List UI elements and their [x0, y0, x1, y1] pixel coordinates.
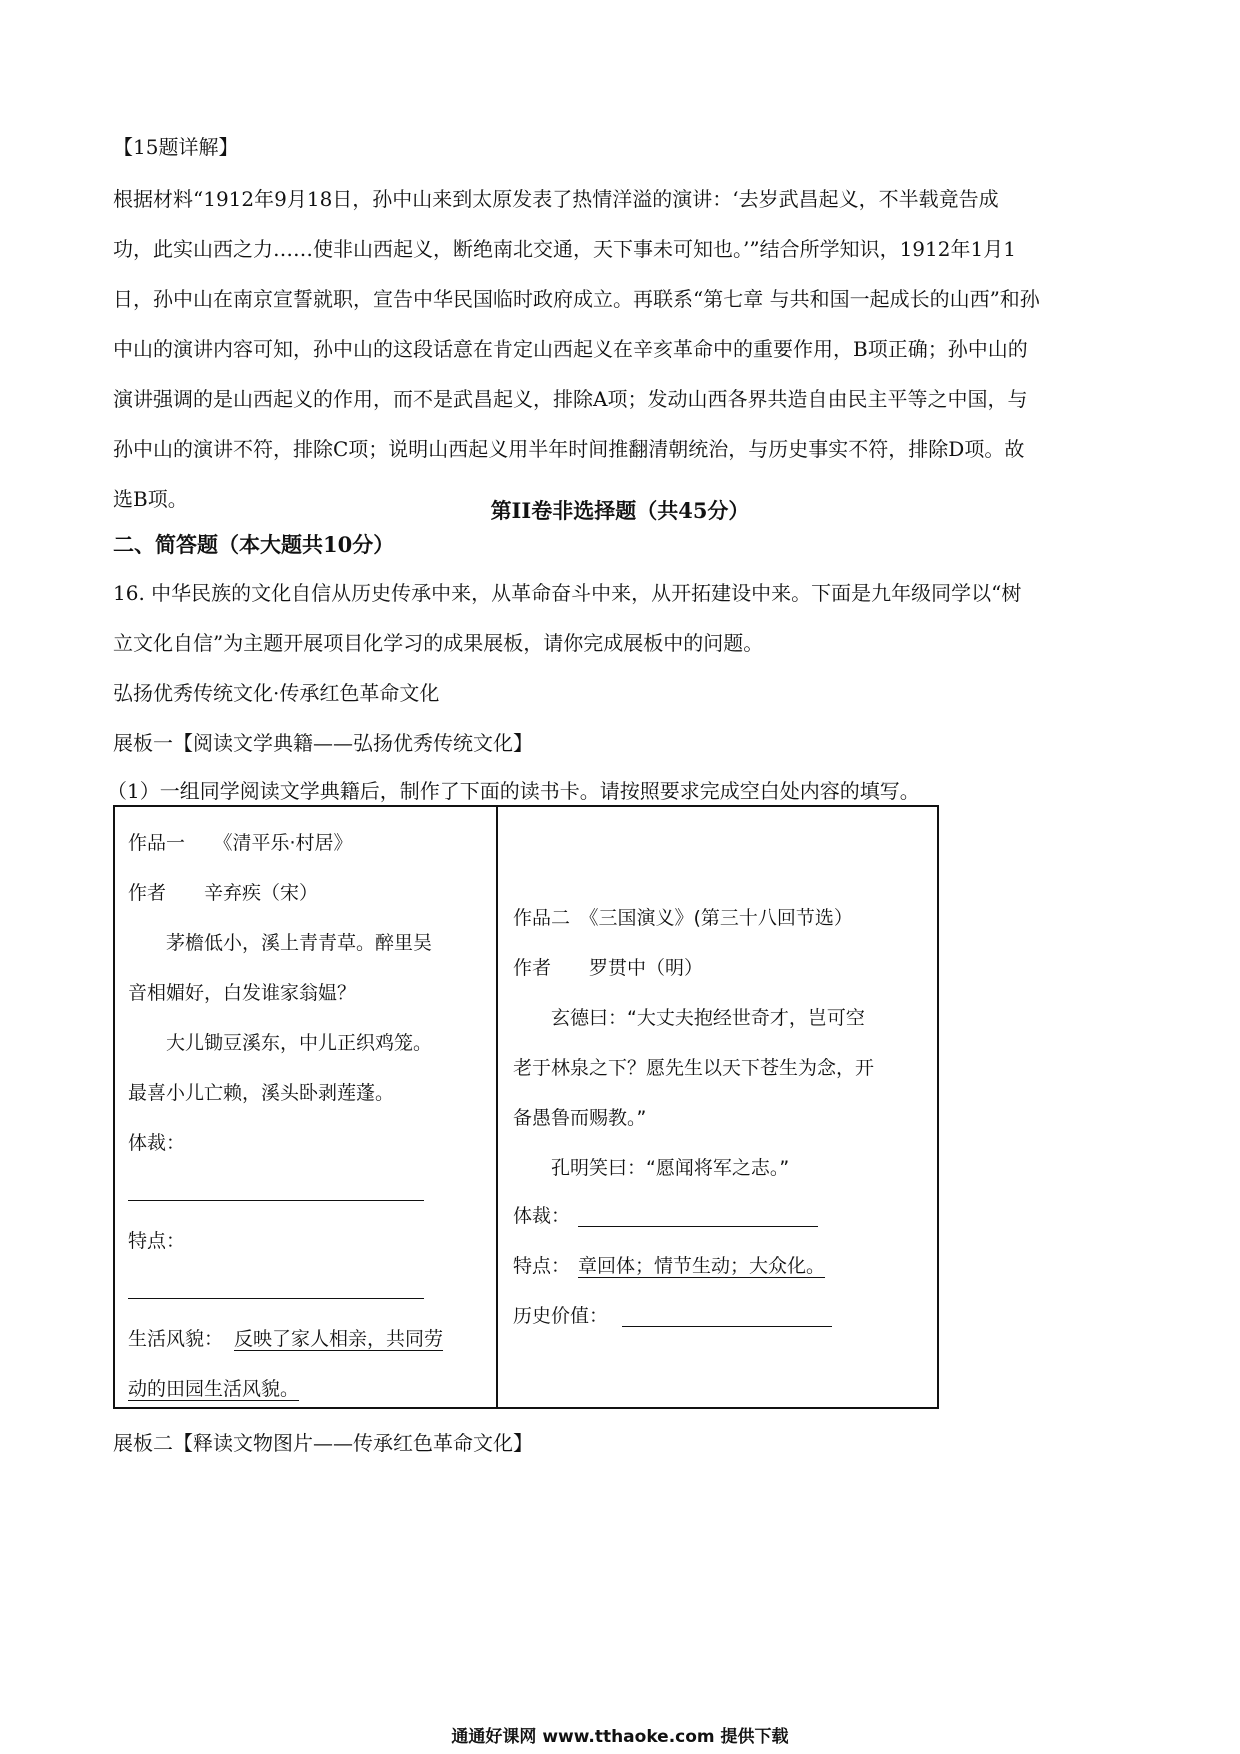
answer-line: 功，此实山西之力……使非山西起义，断绝南北交通，天下事未可知也。’”结合所学知识，1912年1月1 — [113, 237, 1016, 261]
answer-line: 孙中山的演讲不符，排除C项；说明山西起义用半年时间推翻清朝统治，与历史事实不符，排除D项。故 — [113, 437, 1025, 461]
section-title: 二、简答题（本大题共10分） — [113, 532, 395, 557]
card-divider — [496, 805, 498, 1409]
poem-line: 大儿锄豆溪东，中儿正织鸡笼。 — [128, 1032, 433, 1054]
card-left-author: 作者 辛弃疾（宋） — [128, 882, 319, 904]
excerpt-line: 孔明笑曰：“愿闻将军之志。” — [513, 1157, 790, 1179]
board2-title: 展板二【释读文物图片——传承红色革命文化】 — [113, 1431, 533, 1455]
feature-blank[interactable] — [128, 1298, 424, 1299]
answer-line: 选B项。 — [113, 487, 188, 511]
excerpt-line: 玄德曰：“大丈夫抱经世奇才，岂可空 — [513, 1007, 865, 1029]
question-text: 16. 中华民族的文化自信从历史传承中来，从革命奋斗中来，从开拓建设中来。下面是九年级同学以“树 — [113, 581, 1022, 605]
poem-line: 最喜小儿亡赖，溪头卧剥莲蓬。 — [128, 1082, 395, 1104]
answer-line: 日，孙中山在南京宣誓就职，宣告中华民国临时政府成立。再联系“第七章 与共和国一起成长的山西”和孙 — [113, 287, 1040, 311]
answer-heading: 【15题详解】 — [113, 135, 239, 159]
genre-blank[interactable] — [128, 1200, 424, 1201]
life-answer: 动的田园生活风貌。 — [128, 1378, 300, 1400]
answer-line: 中山的演讲内容可知，孙中山的这段话意在肯定山西起义在辛亥革命中的重要作用，B项正确；孙中山的 — [113, 337, 1028, 361]
right-genre-label: 体裁： — [513, 1205, 571, 1227]
board1-title: 展板一【阅读文学典籍——弘扬优秀传统文化】 — [113, 731, 533, 755]
right-genre-blank[interactable] — [578, 1226, 818, 1227]
excerpt-line: 老于林泉之下？愿先生以天下苍生为念，开 — [513, 1057, 875, 1079]
genre-label: 体裁： — [128, 1132, 186, 1154]
life-answer: 反映了家人相亲，共同劳 — [234, 1328, 444, 1350]
value-blank[interactable] — [622, 1326, 832, 1327]
right-feature-label: 特点： — [513, 1255, 571, 1277]
card-left-work: 作品一 《清平乐·村居》 — [128, 832, 353, 854]
poem-line: 音相媚好，白发谁家翁媪？ — [128, 982, 357, 1004]
theme-line: 弘扬优秀传统文化·传承红色革命文化 — [113, 681, 440, 705]
answer-line: 根据材料“1912年9月18日，孙中山来到太原发表了热情洋溢的演讲：‘去岁武昌起义，不半载竟告成 — [113, 187, 999, 211]
value-label: 历史价值： — [513, 1305, 609, 1327]
life-label: 生活风貌： — [128, 1328, 224, 1350]
excerpt-line: 备愚鲁而赐教。” — [513, 1107, 647, 1129]
question-text: 立文化自信”为主题开展项目化学习的成果展板，请你完成展板中的问题。 — [113, 631, 764, 655]
footer: 通通好课网 www.tthaoke.com 提供下载 — [451, 1727, 789, 1747]
part-title: 第II卷非选择题（共45分） — [490, 498, 750, 523]
right-feature-answer: 章回体；情节生动；大众化。 — [578, 1255, 826, 1277]
answer-line: 演讲强调的是山西起义的作用，而不是武昌起义，排除A项；发动山西各界共造自由民主平等之中国，与 — [113, 387, 1028, 411]
poem-line: 茅檐低小，溪上青青草。醉里吴 — [128, 932, 433, 954]
card-right-work: 作品二 《三国演义》(第三十八回节选） — [513, 907, 853, 929]
card-right-author: 作者 罗贯中（明） — [513, 957, 704, 979]
feature-label: 特点： — [128, 1230, 186, 1252]
sub-question-1: （1）一组同学阅读文学典籍后，制作了下面的读书卡。请按照要求完成空白处内容的填写。 — [107, 779, 920, 803]
